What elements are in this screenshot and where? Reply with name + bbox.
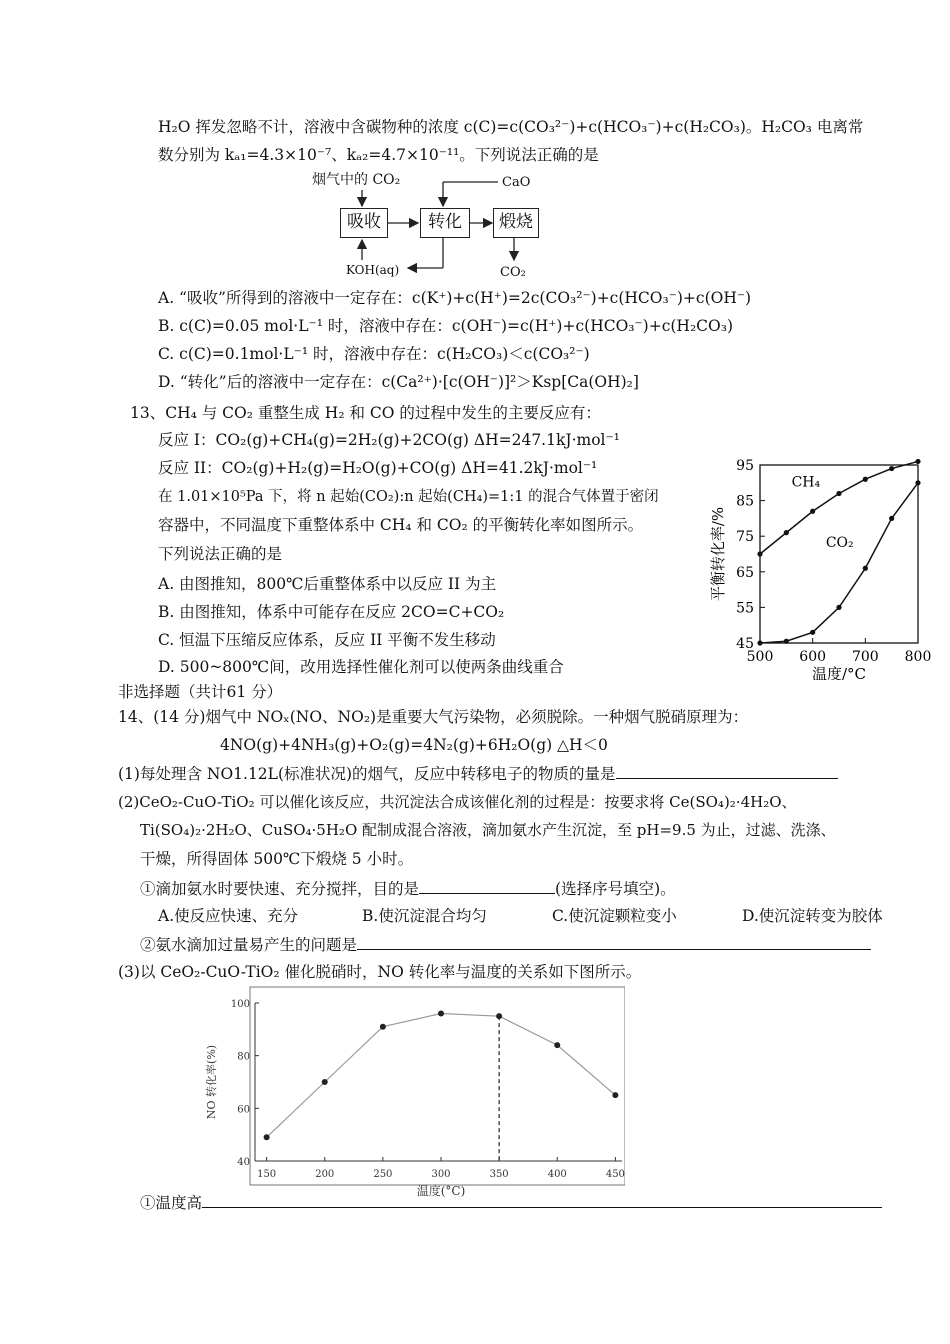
y-tick-label: 95 [736, 458, 754, 474]
q13-reaction-2: 反应 II：CO₂(g)+H₂(g)=H₂O(g)+CO(g) ΔH=41.2kJ·mol⁻¹ [158, 459, 598, 477]
x-tick-label: 600 [799, 649, 827, 665]
q14-equation: 4NO(g)+4NH₃(g)+O₂(g)=4N₂(g)+6H₂O(g) △H＜0 [220, 736, 608, 754]
y-tick-label: 65 [736, 564, 754, 581]
data-point [836, 491, 841, 496]
y-tick-label: 75 [736, 529, 754, 546]
x-tick-label: 300 [431, 1169, 451, 1180]
x-tick-label: 400 [547, 1169, 567, 1180]
q12-option-d: D. “转化”后的溶液中一定存在：c(Ca²⁺)·[c(OH⁻)]²＞Ksp[Ca(OH)₂] [158, 373, 639, 391]
q14-sub-1 [140, 878, 676, 899]
y-tick-label: 60 [237, 1104, 250, 1116]
x-tick-label: 450 [605, 1169, 625, 1180]
koh-label: KOH(aq) [346, 263, 400, 277]
conversion-chart [705, 455, 935, 680]
x-tick-label: 700 [851, 649, 879, 665]
q13-condition-2: 容器中，不同温度下重整体系中 CH₄ 和 CO₂ 的平衡转化率如图所示。 [158, 516, 644, 534]
answer-blank-3[interactable] [357, 934, 871, 950]
data-point [554, 1042, 560, 1048]
x-axis-label: 温度(°C) [416, 1184, 466, 1198]
q14-part-2-line-a: (2)CeO₂-CuO-TiO₂ 可以催化该反应，共沉淀法合成该催化剂的过程是：按要求将 Ce(SO₄)₂·4H₂O、 [118, 793, 797, 811]
data-point [915, 459, 920, 464]
q14-option-d: D.使沉淀转变为胶体 [742, 907, 883, 925]
data-point [863, 566, 868, 571]
x-tick-label: 800 [904, 649, 932, 665]
absorb-box: 吸收 [340, 208, 388, 238]
q14-sub-2-text: ②氨水滴加过量易产生的问题是 [140, 936, 358, 954]
y-axis-label: NO 转化率(%) [205, 1044, 218, 1120]
y-tick-label: 100 [230, 999, 250, 1010]
data-point [380, 1024, 386, 1030]
q13-option-c: C. 恒温下压缩反应体系，反应 II 平衡不发生移动 [158, 631, 496, 649]
x-tick-label: 250 [373, 1169, 393, 1180]
q14-part-2-line-c: 干燥，所得固体 500℃下煅烧 5 小时。 [140, 850, 414, 868]
data-point [863, 477, 868, 482]
y-tick-label: 55 [736, 600, 754, 617]
data-point [810, 630, 815, 635]
x-tick-label: 350 [489, 1169, 509, 1180]
answer-blank-4[interactable] [202, 1192, 882, 1208]
flow-input-label: 烟气中的 CO₂ [312, 172, 401, 188]
calcine-box: 煅烧 [493, 208, 539, 238]
data-point [784, 530, 789, 535]
q14-sub-1-text: ①滴加氨水时要快速、充分搅拌，目的是 [140, 880, 420, 898]
series-label-ch4: CH₄ [791, 474, 821, 491]
q14-option-a: A.使反应快速、充分 [158, 907, 299, 925]
y-tick-label: 40 [237, 1157, 250, 1168]
x-tick-label: 200 [315, 1169, 335, 1180]
q14-sub-3 [140, 1192, 882, 1213]
data-point [757, 551, 762, 556]
q14-sub-2 [140, 934, 871, 955]
x-tick-label: 150 [257, 1169, 277, 1180]
data-point [612, 1092, 618, 1098]
data-point [915, 480, 920, 485]
q13-condition-3: 下列说法正确的是 [158, 545, 283, 563]
q12-option-a: A. “吸收”所得到的溶液中一定存在：c(K⁺)+c(H⁺)=2c(CO₃²⁻)+c(HCO₃⁻)+c(OH⁻) [158, 289, 752, 307]
x-tick-label: 500 [746, 649, 774, 665]
no-conversion-chart [195, 985, 625, 1205]
data-point [836, 605, 841, 610]
data-point [810, 509, 815, 514]
convert-box: 转化 [420, 208, 470, 238]
series-label-co2: CO₂ [825, 534, 854, 551]
q12-line2: 数分别为 kₐ₁=4.3×10⁻⁷、kₐ₂=4.7×10⁻¹¹。下列说法正确的是 [158, 146, 599, 164]
q12-line1: H₂O 挥发忽略不计，溶液中含碳物种的浓度 c(C)=c(CO₃²⁻)+c(HCO₃⁻)+c(H₂CO₃)。H₂CO₃ 电离常 [158, 118, 864, 136]
y-tick-label: 85 [736, 493, 754, 510]
answer-blank-1[interactable] [616, 763, 838, 779]
q13-option-a: A. 由图推知，800℃后重整体系中以反应 II 为主 [158, 575, 497, 593]
data-point [322, 1079, 328, 1085]
q13-option-b: B. 由图推知，体系中可能存在反应 2CO=C+CO₂ [158, 603, 505, 621]
q13-reaction-1: 反应 I：CO₂(g)+CH₄(g)=2H₂(g)+2CO(g) ΔH=247.1kJ·mol⁻¹ [158, 431, 620, 449]
q14-option-b: B.使沉淀混合均匀 [362, 907, 487, 925]
y-axis-label: 平衡转化率/% [709, 506, 727, 602]
y-tick-label: 45 [736, 636, 754, 652]
series-line-co2 [760, 483, 918, 643]
q14-part-3: (3)以 CeO₂-CuO-TiO₂ 催化脱硝时，NO 转化率与温度的关系如下图所示。 [118, 963, 642, 981]
y-tick-label: 80 [237, 1051, 250, 1063]
q12-option-c: C. c(C)=0.1mol·L⁻¹ 时，溶液中存在：c(H₂CO₃)＜c(CO₃²⁻) [158, 345, 590, 363]
data-point [264, 1134, 270, 1140]
q14-part-2-line-b: Ti(SO₄)₂·2H₂O、CuSO₄·5H₂O 配制成混合溶液，滴加氨水产生沉淀，至 pH=9.5 为止，过滤、洗涤、 [140, 821, 836, 839]
data-point [784, 639, 789, 644]
q14-stem: 14、(14 分)烟气中 NOₓ(NO、NO₂)是重要大气污染物，必须脱除。一种烟气脱硝原理为： [118, 708, 749, 726]
q14-sub-1-tail: (选择序号填空)。 [555, 880, 676, 898]
q14-part-1 [118, 763, 838, 784]
x-axis-label: 温度/°C [811, 665, 867, 680]
q14-sub-3-text: ①温度高 [140, 1194, 203, 1212]
section-heading: 非选择题（共计61 分） [118, 683, 283, 701]
q14-part-1-text: (1)每处理含 NO1.12L(标准状况)的烟气，反应中转移电子的物质的量是 [118, 765, 616, 783]
data-point [438, 1011, 444, 1017]
figure-border [250, 987, 625, 1185]
q14-option-c: C.使沉淀颗粒变小 [552, 907, 677, 925]
process-flow-diagram [312, 168, 570, 283]
answer-blank-2[interactable] [419, 878, 555, 894]
q13-stem: 13、CH₄ 与 CO₂ 重整生成 H₂ 和 CO 的过程中发生的主要反应有： [130, 404, 601, 422]
q12-option-b: B. c(C)=0.05 mol·L⁻¹ 时，溶液中存在：c(OH⁻)=c(H⁺)+c(HCO₃⁻)+c(H₂CO₃) [158, 317, 733, 335]
co2-out-label: CO₂ [500, 265, 526, 280]
data-point [889, 516, 894, 521]
cao-label: CaO [502, 175, 531, 190]
data-point [889, 466, 894, 471]
data-point [757, 640, 762, 645]
q13-condition-1: 在 1.01×10⁵Pa 下，将 n 起始(CO₂):n 起始(CH₄)=1:1 的混合气体置于密闭 [158, 489, 659, 505]
q13-option-d: D. 500~800℃间，改用选择性催化剂可以使两条曲线重合 [158, 658, 564, 676]
